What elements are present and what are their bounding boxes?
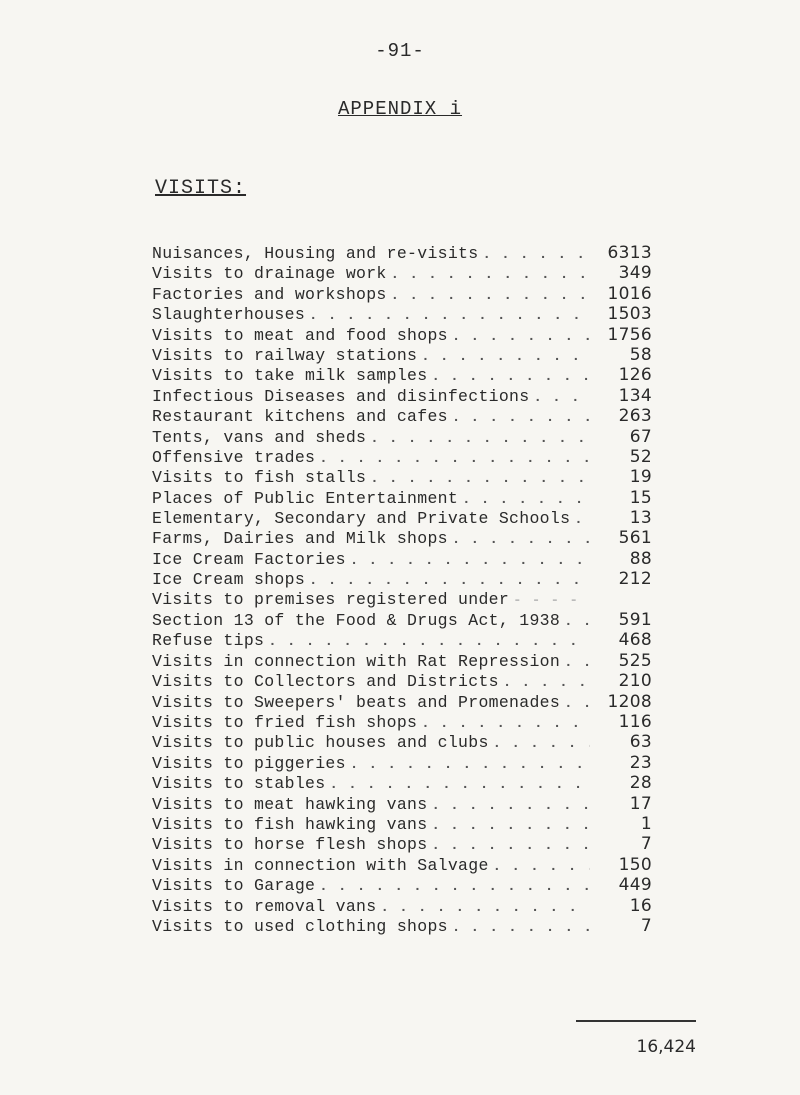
visit-row (152, 916, 652, 936)
visit-label: Refuse tips (152, 631, 265, 651)
visit-label: Visits to removal vans (152, 896, 377, 916)
visit-label: Section 13 of the Food & Drugs Act, 1938 (152, 611, 561, 631)
visit-row (152, 406, 652, 426)
visit-row (152, 263, 652, 283)
visit-row (152, 549, 652, 569)
visit-row (152, 508, 652, 528)
visit-label: Visits to fish hawking vans (152, 814, 428, 834)
visit-count: 116 (618, 711, 652, 732)
visit-count: 7 (640, 834, 652, 855)
visit-label: Visits to horse flesh shops (152, 835, 428, 855)
dot-leader (370, 468, 590, 487)
visit-count: 1 (640, 813, 652, 834)
visit-label: Slaughterhouses (152, 305, 306, 325)
visit-label: Visits to stables (152, 774, 326, 794)
visit-count: 126 (618, 365, 652, 386)
visit-row (152, 834, 652, 854)
visit-label: Offensive trades (152, 447, 316, 467)
visit-row (152, 855, 652, 875)
visit-count: 6313 (607, 243, 652, 263)
visit-count: 16 (629, 895, 652, 916)
total-value: 16,424 (636, 1037, 696, 1057)
dot-leader (533, 387, 590, 406)
visit-row (152, 345, 652, 365)
visit-row (152, 692, 652, 712)
visit-label: Visits to drainage work (152, 264, 387, 284)
visit-row (152, 712, 652, 732)
visit-row (152, 732, 652, 752)
dot-leader (431, 795, 590, 814)
visit-label: Visits to Sweepers' beats and Promenades (152, 692, 561, 712)
dot-leader (380, 897, 590, 916)
dot-leader (350, 550, 590, 569)
visit-count: 7 (640, 915, 652, 936)
dot-leader (319, 876, 590, 895)
dot-leader (452, 529, 590, 548)
dot-leader (452, 326, 590, 345)
visit-row (152, 651, 652, 671)
visit-row (152, 386, 652, 406)
dot-leader (482, 244, 590, 263)
dot-leader (493, 733, 590, 752)
visit-row (152, 243, 652, 263)
page-number: -91- (375, 40, 425, 62)
dot-leader (564, 693, 590, 712)
total-rule (576, 1020, 696, 1022)
dot-leader (391, 285, 590, 304)
visit-count: 1208 (607, 691, 652, 712)
visit-label: Visits to public houses and clubs (152, 733, 489, 753)
visit-count: 23 (629, 752, 652, 773)
visit-row (152, 773, 652, 793)
dot-leader (452, 407, 590, 426)
visit-count: 19 (629, 467, 652, 488)
visit-count: 13 (629, 508, 652, 529)
visit-row (152, 814, 652, 834)
dot-leader (564, 611, 590, 630)
dot-leader (421, 713, 590, 732)
visits-list (152, 243, 652, 936)
dot-leader (503, 672, 590, 691)
section-heading: VISITS: (155, 177, 247, 200)
visit-count: 15 (629, 487, 652, 508)
visit-count: 210 (618, 671, 652, 692)
visit-row (152, 447, 652, 467)
dot-leader (462, 489, 590, 508)
visit-count: 63 (629, 732, 652, 753)
visit-count: 468 (618, 630, 652, 651)
visit-row (152, 794, 652, 814)
visit-label: Visits to fish stalls (152, 468, 367, 488)
visit-count: 88 (629, 548, 652, 569)
visit-label: Visits to take milk samples (152, 366, 428, 386)
visit-count: 591 (618, 610, 652, 631)
visit-count: 150 (618, 854, 652, 875)
dot-leader (431, 366, 590, 385)
visit-label: Visits in connection with Salvage (152, 855, 489, 875)
dot-leader (421, 346, 590, 365)
visit-label: Visits to Garage (152, 876, 316, 896)
visit-count: 52 (629, 446, 652, 467)
visit-label: Visits to used clothing shops (152, 916, 448, 936)
visit-row (152, 630, 652, 650)
visit-row (152, 365, 652, 385)
visit-row (152, 488, 652, 508)
visit-label: Ice Cream Factories (152, 549, 346, 569)
visit-count: 212 (618, 569, 652, 590)
visit-label: Visits to Collectors and Districts (152, 672, 499, 692)
visit-label: Farms, Dairies and Milk shops (152, 529, 448, 549)
visit-count: 28 (629, 773, 652, 794)
visit-row (152, 528, 652, 548)
visit-row (152, 896, 652, 916)
visit-count: 1503 (607, 304, 652, 325)
visit-row (152, 467, 652, 487)
dot-leader (268, 631, 590, 650)
dot-leader (513, 590, 590, 609)
visit-label: Visits to piggeries (152, 753, 346, 773)
visit-row (152, 325, 652, 345)
visit-row (152, 875, 652, 895)
visit-label: Visits to railway stations (152, 345, 418, 365)
visit-label: Infectious Diseases and disinfections (152, 386, 530, 406)
visit-row (152, 671, 652, 691)
visit-label: Tents, vans and sheds (152, 427, 367, 447)
visit-label: Factories and workshops (152, 284, 387, 304)
dot-leader (309, 305, 590, 324)
dot-leader (564, 652, 590, 671)
visit-label: Visits to meat and food shops (152, 325, 448, 345)
visit-count: 561 (618, 528, 652, 549)
appendix-title: APPENDIX i (337, 98, 463, 120)
visit-count: 67 (629, 426, 652, 447)
visit-count: 263 (618, 406, 652, 427)
dot-leader (329, 774, 590, 793)
visit-count: 58 (629, 344, 652, 365)
visit-row (152, 569, 652, 589)
visit-row (152, 753, 652, 773)
dot-leader (431, 835, 590, 854)
visit-row (152, 284, 652, 304)
visit-count: 449 (618, 875, 652, 896)
visit-label: Nuisances, Housing and re-visits (152, 244, 479, 263)
dot-leader (452, 917, 590, 936)
visit-row (152, 590, 652, 610)
visit-row (152, 427, 652, 447)
visit-count: 349 (618, 263, 652, 284)
dot-leader (493, 856, 590, 875)
dot-leader (309, 570, 590, 589)
dot-leader (431, 815, 590, 834)
dot-leader (391, 264, 590, 283)
visit-count: 525 (618, 650, 652, 671)
visit-row (152, 304, 652, 324)
dot-leader (350, 754, 590, 773)
visit-count: 1016 (607, 283, 652, 304)
visit-label: Elementary, Secondary and Private Schools (152, 509, 571, 529)
dot-leader (319, 448, 590, 467)
visit-label: Restaurant kitchens and cafes (152, 407, 448, 427)
visit-label: Visits to premises registered under (152, 589, 510, 609)
visit-label: Visits in connection with Rat Repression (152, 651, 561, 671)
visit-label: Visits to fried fish shops (152, 712, 418, 732)
visit-count: 17 (629, 793, 652, 814)
dot-leader (574, 509, 590, 528)
visit-row (152, 610, 652, 630)
dot-leader (370, 428, 590, 447)
visit-label: Ice Cream shops (152, 570, 306, 590)
visit-label: Visits to meat hawking vans (152, 794, 428, 814)
visit-count: 1756 (607, 324, 652, 345)
visit-label: Places of Public Entertainment (152, 488, 459, 508)
visit-count: 134 (618, 385, 652, 406)
